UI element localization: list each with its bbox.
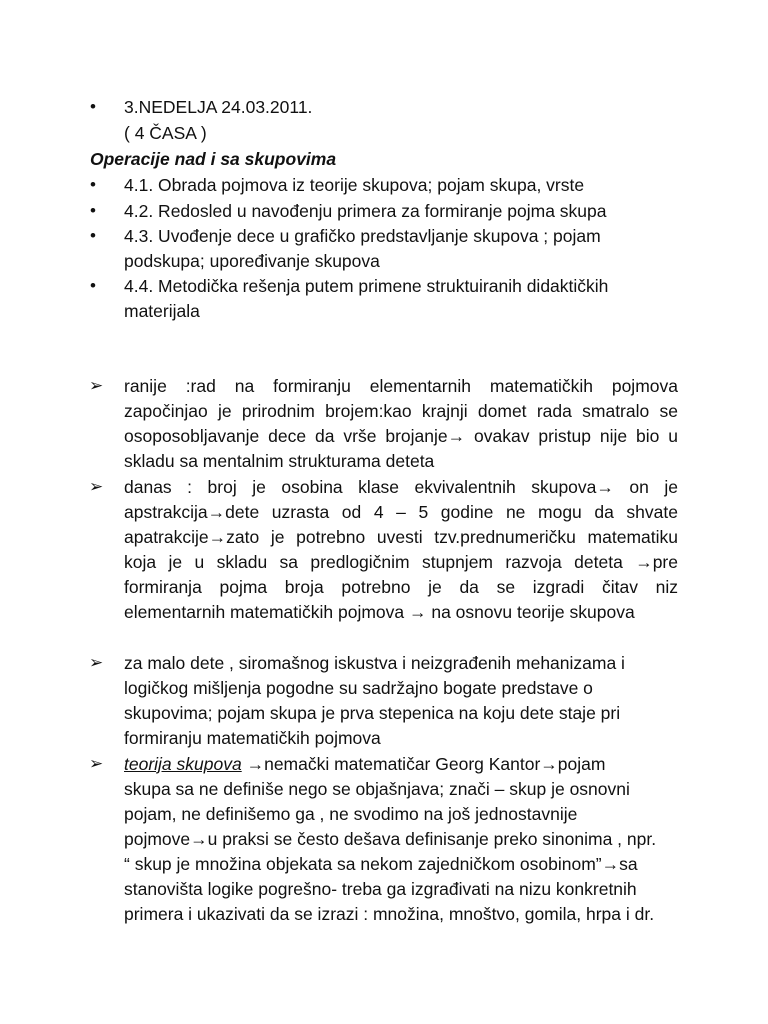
- bullet-dot: •: [90, 97, 96, 116]
- topic-item: 4.2. Redosled u navođenju primera za formiranje pojma skupa: [124, 201, 607, 221]
- paragraph-line: skupovima; pojam skupa je prva stepenica na koju dete staje pri: [124, 703, 621, 723]
- topic-item: 4.1. Obrada pojmova iz teorije skupova; pojam skupa, vrste: [124, 175, 585, 195]
- paragraph-line: pojmove→u praksi se često dešava definisanje preko sinonima , npr.: [124, 829, 657, 849]
- week-line: 3.NEDELJA 24.03.2011.: [124, 97, 313, 117]
- paragraph-line: formiranja pojma broja potrebno je da se izgradi čitav niz: [124, 577, 678, 597]
- topic-item-continued: materijala: [124, 301, 200, 321]
- paragraph-line: ranije :rad na formiranju elementarnih matematičkih pojmova: [124, 376, 678, 396]
- topic-item: 4.3. Uvođenje dece u grafičko predstavljanje skupova ; pojam: [124, 226, 601, 246]
- paragraph-line: započinjao je prirodnim brojem:kao krajnji domet rada smatralo se: [124, 401, 678, 421]
- paragraph-line: osoposobljavanje dece da vrše brojanje→ ovakav pristup nije bio u: [124, 426, 678, 446]
- paragraph-line: stanovišta logike pogrešno- treba ga izgrađivati na nizu konkretnih: [124, 879, 637, 899]
- arrowhead-bullet-icon: ➢: [89, 754, 104, 773]
- bullet-dot: •: [90, 226, 96, 245]
- arrowhead-bullet-icon: ➢: [89, 653, 104, 672]
- section-title: Operacije nad i sa skupovima: [90, 149, 337, 169]
- paragraph-line: skupa sa ne definiše nego se objašnjava; znači – skup je osnovni: [124, 779, 630, 799]
- paragraph-line: koja je u skladu sa predlogičnim stupnjem razvoja deteta →pre: [124, 552, 678, 572]
- paragraph-line: primera i ukazivati da se izrazi : množina, mnoštvo, gomila, hrpa i dr.: [124, 904, 655, 924]
- paragraph-line: pojam, ne definišemo ga , ne svodimo na još jednostavnije: [124, 804, 578, 824]
- paragraph-line: elementarnih matematičkih pojmova → na osnovu teorije skupova: [124, 602, 635, 622]
- bullet-dot: •: [90, 175, 96, 194]
- arrowhead-bullet-icon: ➢: [89, 477, 104, 496]
- topic-item-continued: podskupa; upoređivanje skupova: [124, 251, 380, 271]
- paragraph-line: skladu sa mentalnim strukturama deteta: [124, 451, 435, 471]
- bullet-dot: •: [90, 201, 96, 220]
- paragraph-line: apatrakcije→zato je potrebno uvesti tzv.prednumeričku matematiku: [124, 527, 678, 547]
- bullet-dot: •: [90, 276, 96, 295]
- paragraph-first-line: [124, 751, 605, 777]
- paragraph-line: za malo dete , siromašnog iskustva i neizgrađenih mehanizama i: [124, 653, 625, 673]
- hours-line: ( 4 ČASA ): [124, 123, 207, 143]
- arrowhead-bullet-icon: ➢: [89, 376, 104, 395]
- paragraph-line: danas : broj je osobina klase ekvivalentnih skupova→ on je: [124, 477, 678, 497]
- paragraph-line: formiranju matematičkih pojmova: [124, 728, 381, 748]
- paragraph-line: “ skup je množina objekata sa nekom zajedničkom osobinom”→sa: [124, 854, 638, 874]
- term-teorija-skupova: teorija skupova: [124, 754, 242, 774]
- paragraph-line-rest: →nemački matematičar Georg Kantor→pojam: [241, 754, 606, 774]
- topic-item: 4.4. Metodička rešenja putem primene struktuiranih didaktičkih: [124, 276, 609, 296]
- paragraph-line: logičkog mišljenja pogodne su sadržajno bogate predstave o: [124, 678, 593, 698]
- paragraph-line: apstrakcija→dete uzrasta od 4 – 5 godine ne mogu da shvate: [124, 502, 678, 522]
